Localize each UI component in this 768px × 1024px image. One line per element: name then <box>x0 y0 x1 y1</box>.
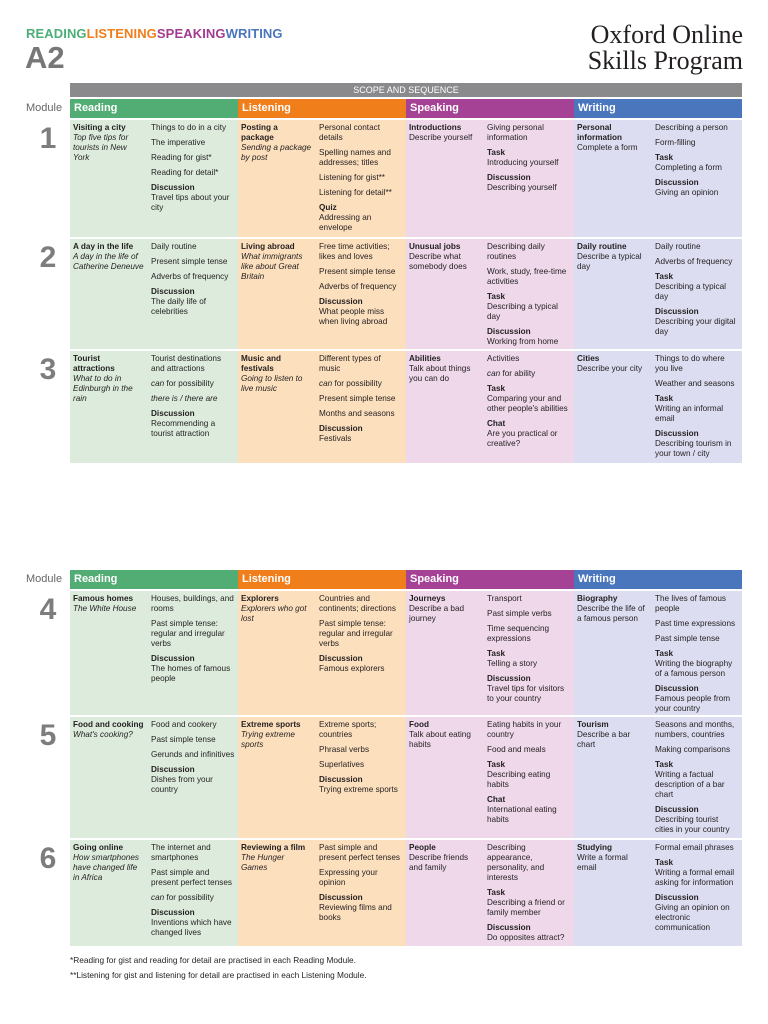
lesson-title: Extreme sports <box>241 720 301 729</box>
footnote-reading: *Reading for gist and reading for detail are practised in each Reading Module. <box>70 955 356 965</box>
lesson-points <box>652 840 742 946</box>
lesson-point: Chat Are you practical or creative? <box>487 419 558 448</box>
lesson-title: Introductions <box>409 123 462 132</box>
lesson-title-block <box>70 840 148 946</box>
lesson-point: Describing appearance, personality, and interests <box>487 843 545 882</box>
skills-strip <box>26 26 283 41</box>
lesson-points <box>652 351 742 463</box>
module-number: 6 <box>39 842 57 875</box>
module-number: 4 <box>39 593 57 626</box>
lesson-title-block <box>574 591 652 715</box>
table-header <box>26 570 742 589</box>
module-6-speaking-cell <box>406 840 574 946</box>
lesson-point: Listening for gist** <box>319 173 385 182</box>
lesson-point: Discussion The daily life of celebrities <box>151 287 207 316</box>
brand-title <box>503 22 743 74</box>
lesson-point: Task Writing an informal email <box>655 394 724 423</box>
scope-banner: SCOPE AND SEQUENCE <box>70 83 742 97</box>
level-label: A2 <box>25 40 65 75</box>
lesson-point: Discussion Reviewing films and books <box>319 893 392 922</box>
lesson-point: Discussion Famous explorers <box>319 654 385 673</box>
lesson-title: Food and cooking <box>73 720 144 729</box>
lesson-point: Countries and continents; directions <box>319 594 396 613</box>
lesson-title: Famous homes <box>73 594 134 603</box>
module-5-reading-cell <box>70 717 238 838</box>
module-row-2 <box>26 239 742 349</box>
lesson-title-block <box>574 840 652 946</box>
module-row-6 <box>26 840 742 946</box>
lesson-point: Work, study, free-time activities <box>487 267 567 286</box>
lesson-point: Adverbs of frequency <box>151 272 229 281</box>
lesson-title-block <box>70 239 148 349</box>
lesson-point: Task Completing a form <box>655 153 722 172</box>
lesson-point: Discussion Famous people from your country <box>655 684 731 713</box>
lesson-subtitle: Top five tips for tourists in New York <box>73 133 129 162</box>
lesson-point: Discussion Working from home <box>487 327 559 346</box>
module-4-listening-cell <box>238 591 406 715</box>
lesson-point: The imperative <box>151 138 206 147</box>
module-number: 3 <box>39 353 57 386</box>
lesson-point: Time sequencing expressions <box>487 624 550 643</box>
lesson-title-block <box>574 351 652 463</box>
lesson-title: People <box>409 843 436 852</box>
lesson-point: Superlatives <box>319 760 365 769</box>
module-5-listening-cell <box>238 717 406 838</box>
module-4-reading-cell <box>70 591 238 715</box>
lesson-point: Past time expressions <box>655 619 736 628</box>
lesson-point: Present simple tense <box>319 267 396 276</box>
lesson-title: Music and festivals <box>241 354 282 373</box>
module-1-reading-cell <box>70 120 238 237</box>
module-4-writing-cell <box>574 591 742 715</box>
lesson-point: Discussion Festivals <box>319 424 363 443</box>
lesson-point: Present simple tense <box>151 257 228 266</box>
brand-title-line2: Skills Program <box>587 46 743 75</box>
lesson-points <box>148 351 238 463</box>
lesson-task: Describe a bar chart <box>577 730 631 749</box>
lesson-title: Tourism <box>577 720 609 729</box>
lesson-point: Discussion Trying extreme sports <box>319 775 398 794</box>
lesson-points <box>148 591 238 715</box>
lesson-title: Food <box>409 720 430 729</box>
module-column-label: Module <box>26 102 63 114</box>
lesson-points <box>484 120 574 237</box>
lesson-title: Daily routine <box>577 242 627 251</box>
lesson-points <box>316 351 406 463</box>
lesson-point: Discussion Travel tips for visitors to your country <box>487 674 565 703</box>
lesson-title-block <box>406 351 484 463</box>
lesson-points <box>484 591 574 715</box>
column-header-writing: Writing <box>574 99 742 118</box>
brand-title-line1: Oxford Online <box>590 20 743 49</box>
lesson-point: Task Describing a typical day <box>487 292 558 321</box>
lesson-points <box>652 591 742 715</box>
lesson-point: Discussion Inventions which have changed lives <box>151 908 232 937</box>
module-6-writing-cell <box>574 840 742 946</box>
lesson-point: Activities <box>487 354 520 363</box>
lesson-subtitle: The Hunger Games <box>241 853 285 872</box>
lesson-points <box>652 239 742 349</box>
lesson-title-block <box>406 120 484 237</box>
lesson-point: Discussion Giving an opinion <box>655 178 719 197</box>
lesson-task: Describe a bad journey <box>409 604 465 623</box>
module-2-listening-cell <box>238 239 406 349</box>
lesson-point: Present simple tense <box>319 394 396 403</box>
module-number: 5 <box>39 719 57 752</box>
lesson-points <box>484 717 574 838</box>
skill-label-speaking: SPEAKING <box>156 26 226 41</box>
lesson-point: Phrasal verbs <box>319 745 370 754</box>
lesson-point: Reading for detail* <box>151 168 219 177</box>
lesson-task: Describe a typical day <box>577 252 642 271</box>
lesson-point: Different types of music <box>319 354 381 373</box>
module-3-reading-cell <box>70 351 238 463</box>
lesson-point: Tourist destinations and attractions <box>151 354 222 373</box>
lesson-task: Write a formal email <box>577 853 628 872</box>
lesson-point: can for possibility <box>151 893 214 902</box>
lesson-point: The lives of famous people <box>655 594 726 613</box>
lesson-point: can for possibility <box>151 379 214 388</box>
lesson-points <box>652 120 742 237</box>
module-row-1 <box>26 120 742 237</box>
column-header-reading: Reading <box>70 570 238 589</box>
module-number: 2 <box>39 241 57 274</box>
lesson-point: Adverbs of frequency <box>319 282 397 291</box>
lesson-task: Talk about eating habits <box>409 730 471 749</box>
lesson-subtitle: A day in the life of Catherine Deneuve <box>73 252 144 271</box>
module-number: 1 <box>39 122 57 155</box>
lesson-task: Describe yourself <box>409 133 473 142</box>
lesson-point: Spelling names and addresses; titles <box>319 148 391 167</box>
lesson-point: Discussion Travel tips about your city <box>151 183 230 212</box>
lesson-title: Studying <box>577 843 613 852</box>
lesson-points <box>652 717 742 838</box>
lesson-point: Task Describing a friend or family member <box>487 888 565 917</box>
module-2-speaking-cell <box>406 239 574 349</box>
module-row-4 <box>26 591 742 715</box>
lesson-point: Form-filling <box>655 138 696 147</box>
lesson-point: Past simple verbs <box>487 609 552 618</box>
lesson-points <box>148 120 238 237</box>
lesson-point: Discussion Do opposites attract? <box>487 923 565 942</box>
lesson-point: Seasons and months, numbers, countries <box>655 720 735 739</box>
lesson-point: Personal contact details <box>319 123 380 142</box>
module-4-speaking-cell <box>406 591 574 715</box>
lesson-point: Transport <box>487 594 522 603</box>
lesson-title-block <box>70 591 148 715</box>
lesson-title-block <box>406 717 484 838</box>
lesson-task: Describe the life of a famous person <box>577 604 645 623</box>
lesson-point: Reading for gist* <box>151 153 212 162</box>
lesson-point: Past simple and present perfect tenses <box>319 843 401 862</box>
lesson-title-block <box>574 717 652 838</box>
lesson-title-block <box>238 840 316 946</box>
lesson-title: Going online <box>73 843 124 852</box>
lesson-point: can for ability <box>487 369 536 378</box>
lesson-task: Describe friends and family <box>409 853 469 872</box>
lesson-point: Things to do where you live <box>655 354 725 373</box>
footnote-listening: **Listening for gist and listening for detail are practised in each Listening Module. <box>70 970 367 980</box>
lesson-point: Daily routine <box>151 242 197 251</box>
lesson-task: Talk about things you can do <box>409 364 471 383</box>
lesson-subtitle: Explorers who got lost <box>241 604 307 623</box>
lesson-point: Months and seasons <box>319 409 395 418</box>
module-3-writing-cell <box>574 351 742 463</box>
lesson-point: there is / there are <box>151 394 218 403</box>
lesson-point: Extreme sports; countries <box>319 720 377 739</box>
lesson-point: Discussion Describing yourself <box>487 173 557 192</box>
lesson-subtitle: What to do in Edinburgh in the rain <box>73 374 133 403</box>
module-1-speaking-cell <box>406 120 574 237</box>
lesson-point: Quiz Addressing an envelope <box>319 203 372 232</box>
lesson-point: Task Describing a typical day <box>655 272 726 301</box>
lesson-title-block <box>238 239 316 349</box>
lesson-title: A day in the life <box>73 242 134 251</box>
lesson-subtitle: What's cooking? <box>73 730 133 739</box>
lesson-points <box>484 239 574 349</box>
lesson-point: Discussion What people miss when living abroad <box>319 297 388 326</box>
lesson-point: Formal email phrases <box>655 843 734 852</box>
lesson-points <box>316 840 406 946</box>
lesson-title-block <box>238 351 316 463</box>
lesson-point: Houses, buildings, and rooms <box>151 594 234 613</box>
lesson-point: Task Introducing yourself <box>487 148 559 167</box>
lesson-title: Biography <box>577 594 618 603</box>
lesson-title-block <box>238 591 316 715</box>
lesson-point: Task Describing eating habits <box>487 760 551 789</box>
lesson-points <box>148 840 238 946</box>
lesson-point: Weather and seasons <box>655 379 735 388</box>
lesson-points <box>484 840 574 946</box>
lesson-point: Giving personal information <box>487 123 544 142</box>
lesson-point: Discussion Recommending a tourist attraction <box>151 409 216 438</box>
lesson-point: Past simple tense <box>655 634 720 643</box>
lesson-point: Task Writing the biography of a famous person <box>655 649 733 678</box>
lesson-point: Discussion The homes of famous people <box>151 654 231 683</box>
module-row-3 <box>26 351 742 463</box>
lesson-title: Explorers <box>241 594 279 603</box>
lesson-point: Past simple tense: regular and irregular verbs <box>151 619 225 648</box>
skill-label-writing: WRITING <box>225 26 283 41</box>
table-header <box>26 99 742 118</box>
lesson-task: Complete a form <box>577 143 638 152</box>
lesson-task: Describe what somebody does <box>409 252 467 271</box>
skill-label-reading: READING <box>26 26 87 41</box>
lesson-point: Discussion Dishes from your country <box>151 765 213 794</box>
lesson-points <box>484 351 574 463</box>
module-3-listening-cell <box>238 351 406 463</box>
module-1-writing-cell <box>574 120 742 237</box>
lesson-point: Adverbs of frequency <box>655 257 733 266</box>
lesson-point: Eating habits in your country <box>487 720 562 739</box>
lesson-title-block <box>70 717 148 838</box>
lesson-point: Past simple tense <box>151 735 216 744</box>
lesson-point: Expressing your opinion <box>319 868 378 887</box>
lesson-subtitle: Trying extreme sports <box>241 730 295 749</box>
lesson-title-block <box>238 717 316 838</box>
lesson-point: Daily routine <box>655 242 701 251</box>
lesson-points <box>148 717 238 838</box>
lesson-point: Food and meals <box>487 745 546 754</box>
lesson-point: Past simple and present perfect tenses <box>151 868 233 887</box>
lesson-points <box>316 120 406 237</box>
module-5-speaking-cell <box>406 717 574 838</box>
lesson-title: Tourist attractions <box>73 354 115 373</box>
module-column-label: Module <box>26 573 63 585</box>
lesson-points <box>316 591 406 715</box>
lesson-title: Unusual jobs <box>409 242 461 251</box>
lesson-point: Free time activities; likes and loves <box>319 242 390 261</box>
lesson-point: can for possibility <box>319 379 382 388</box>
modules-table-bottom <box>26 570 742 946</box>
lesson-title-block <box>574 239 652 349</box>
lesson-title-block <box>70 120 148 237</box>
column-header-speaking: Speaking <box>406 570 574 589</box>
column-header-writing: Writing <box>574 570 742 589</box>
lesson-title-block <box>406 591 484 715</box>
module-1-listening-cell <box>238 120 406 237</box>
lesson-points <box>316 239 406 349</box>
lesson-subtitle: What immigrants like about Great Britain <box>241 252 303 281</box>
module-2-reading-cell <box>70 239 238 349</box>
lesson-point: Listening for detail** <box>319 188 392 197</box>
lesson-point: Discussion Describing tourist cities in your country <box>655 805 730 834</box>
column-header-reading: Reading <box>70 99 238 118</box>
lesson-title-block <box>406 239 484 349</box>
lesson-title: Reviewing a film <box>241 843 306 852</box>
lesson-point: Describing a person <box>655 123 728 132</box>
lesson-task: Describe your city <box>577 364 643 373</box>
column-header-speaking: Speaking <box>406 99 574 118</box>
lesson-title-block <box>238 120 316 237</box>
module-5-writing-cell <box>574 717 742 838</box>
lesson-point: Task Telling a story <box>487 649 538 668</box>
lesson-subtitle: Sending a package by post <box>241 143 312 162</box>
lesson-title-block <box>406 840 484 946</box>
module-2-writing-cell <box>574 239 742 349</box>
lesson-subtitle: How smartphones have changed life in Africa <box>73 853 139 882</box>
lesson-point: Discussion Describing tourism in your town / city <box>655 429 732 458</box>
lesson-title: Abilities <box>409 354 441 363</box>
lesson-point: Food and cookery <box>151 720 217 729</box>
modules-table-top <box>26 99 742 463</box>
lesson-point: Task Writing a formal email asking for information <box>655 858 735 887</box>
lesson-points <box>316 717 406 838</box>
lesson-point: Task Writing a factual description of a bar chart <box>655 760 725 799</box>
module-3-speaking-cell <box>406 351 574 463</box>
lesson-point: Gerunds and infinitives <box>151 750 235 759</box>
column-header-listening: Listening <box>238 570 406 589</box>
lesson-title: Living abroad <box>241 242 295 251</box>
lesson-points <box>148 239 238 349</box>
lesson-title: Journeys <box>409 594 446 603</box>
module-6-listening-cell <box>238 840 406 946</box>
lesson-title: Posting a package <box>241 123 278 142</box>
lesson-point: Task Comparing your and other people's abilities <box>487 384 568 413</box>
skill-label-listening: LISTENING <box>86 26 157 41</box>
module-6-reading-cell <box>70 840 238 946</box>
lesson-title: Personal information <box>577 123 623 142</box>
column-header-listening: Listening <box>238 99 406 118</box>
lesson-point: Discussion Describing your digital day <box>655 307 736 336</box>
lesson-title-block <box>574 120 652 237</box>
lesson-point: Discussion Giving an opinion on electronic communication <box>655 893 730 932</box>
lesson-subtitle: Going to listen to live music <box>241 374 303 393</box>
lesson-subtitle: The White House <box>73 604 137 613</box>
lesson-title: Cities <box>577 354 600 363</box>
lesson-point: Chat International eating habits <box>487 795 557 824</box>
lesson-title-block <box>70 351 148 463</box>
lesson-point: Past simple tense: regular and irregular verbs <box>319 619 393 648</box>
lesson-point: Describing daily routines <box>487 242 545 261</box>
lesson-title: Visiting a city <box>73 123 126 132</box>
lesson-point: Things to do in a city <box>151 123 227 132</box>
lesson-point: The internet and smartphones <box>151 843 211 862</box>
module-row-5 <box>26 717 742 838</box>
lesson-point: Making comparisons <box>655 745 731 754</box>
